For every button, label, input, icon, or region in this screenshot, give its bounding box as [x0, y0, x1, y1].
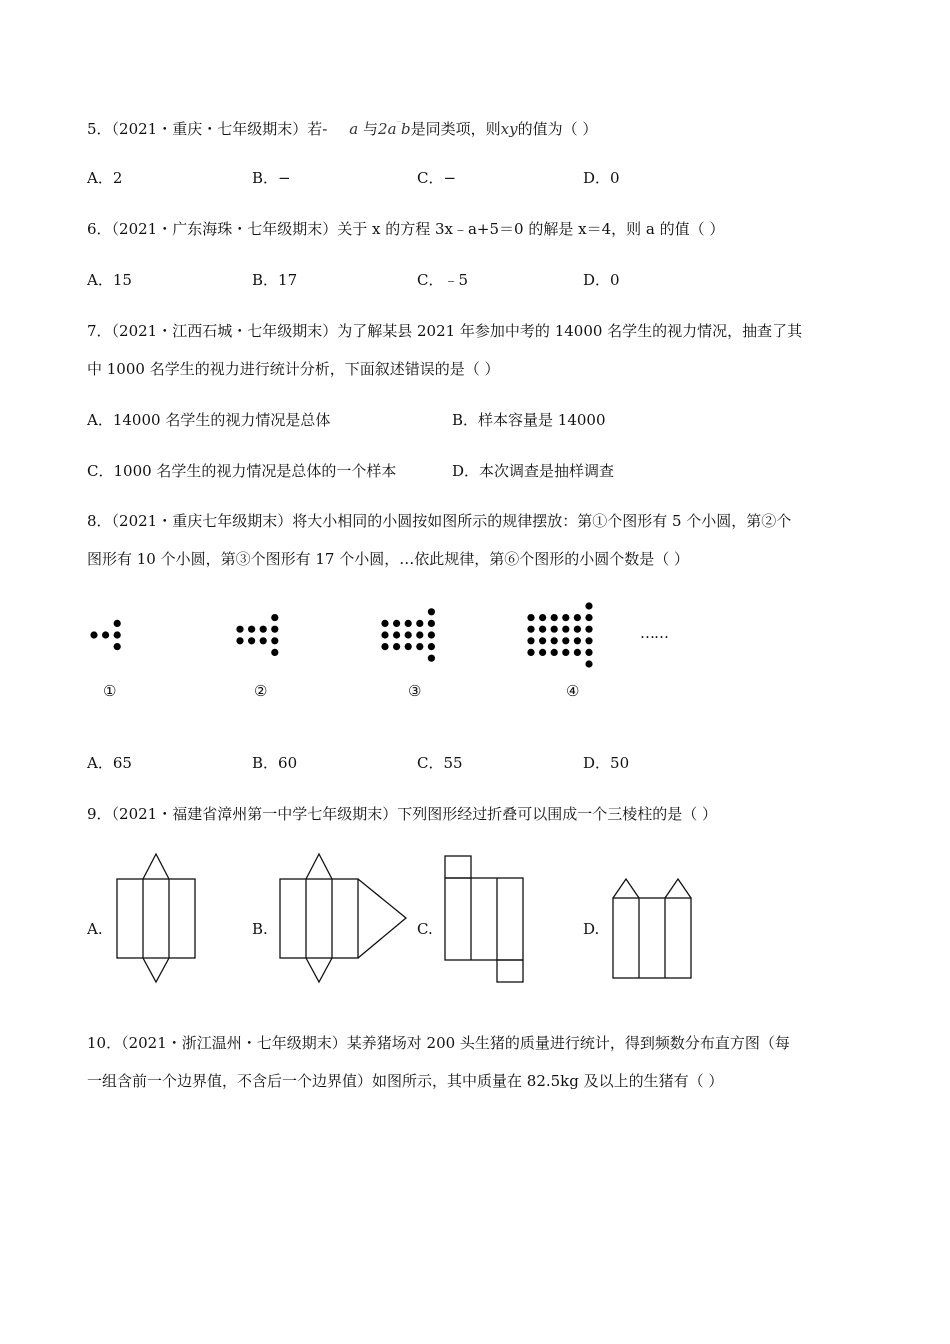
dot: [381, 643, 388, 650]
dot: [416, 643, 423, 650]
figure-label-1: ①: [103, 682, 117, 700]
dot: [428, 655, 435, 662]
q8-option-a: A．65: [87, 754, 132, 772]
dot: [416, 631, 423, 638]
question-10-line-2: 一组含前一个边界值，不含后一个边界值）如图所示，其中质量在 82.5kg 及以上的生猪有（ ）: [87, 1072, 724, 1090]
q6-option-d: D．0: [583, 271, 620, 289]
dot: [114, 643, 121, 650]
dot: [562, 649, 569, 656]
dot: [260, 637, 267, 644]
dot: [271, 626, 278, 633]
dot: [562, 614, 569, 621]
net-c-top-square: [445, 856, 471, 878]
q9-label-b: B.: [252, 920, 268, 938]
q9-label-d: D.: [583, 920, 600, 938]
q7-option-b: B．样本容量是 14000: [452, 411, 606, 429]
dot-figure-4: [527, 602, 592, 667]
dot: [428, 608, 435, 615]
dot: [585, 602, 592, 609]
dot: [393, 643, 400, 650]
net-d-outline: [613, 898, 691, 978]
question-6: 6．（2021・广东海珠・七年级期末）关于 x 的方程 3x﹣a+5＝0 的解是 x＝4，则 a 的值（ ）: [87, 220, 725, 238]
dot: [527, 614, 534, 621]
dot-pattern-figures: [0, 595, 950, 675]
dot: [271, 637, 278, 644]
question-8-line-1: 8．（2021・重庆七年级期末）将大小相同的小圆按如图所示的规律摆放：第①个图形有 5 个小圆，第②个: [87, 512, 792, 530]
dot: [574, 637, 581, 644]
dot: [574, 649, 581, 656]
net-c-outline: [445, 878, 523, 960]
dot: [428, 631, 435, 638]
dot: [381, 620, 388, 627]
dot: [405, 643, 412, 650]
q5-option-d: D．0: [583, 169, 620, 187]
dot: [248, 637, 255, 644]
question-8-line-2: 图形有 10 个小圆，第③个图形有 17 个小圆，…依此规律，第⑥个图形的小圆个数是（ ）: [87, 550, 690, 568]
net-a-top-triangle: [143, 854, 169, 879]
dot: [527, 637, 534, 644]
dot: [114, 620, 121, 627]
question-7-line-1: 7．（2021・江西石城・七年级期末）为了解某县 2021 年参加中考的 14000 名学生的视力情况，抽查了其: [87, 322, 803, 340]
dot: [248, 626, 255, 633]
net-figure-b: [278, 852, 413, 987]
q5-text-d: 的值为（ ）: [517, 120, 598, 138]
net-figure-c: [443, 852, 533, 987]
dot: [539, 649, 546, 656]
figure-label-2: ②: [254, 682, 268, 700]
dot: [585, 626, 592, 633]
dot: [236, 637, 243, 644]
dot: [585, 649, 592, 656]
dot: [585, 637, 592, 644]
q9-label-c: C.: [417, 920, 433, 938]
dot: [393, 631, 400, 638]
q6-option-b: B．17: [252, 271, 298, 289]
q5-math-c: xy: [500, 120, 518, 138]
q8-option-d: D．50: [583, 754, 630, 772]
dot: [539, 614, 546, 621]
dot: [551, 626, 558, 633]
net-a-outline: [117, 879, 195, 958]
q8-option-b: B．60: [252, 754, 298, 772]
question-10-line-1: 10．（2021・浙江温州・七年级期末）某养猪场对 200 头生猪的质量进行统计，得到频数分布直方图（每: [87, 1034, 790, 1052]
dot: [585, 614, 592, 621]
net-c-bottom-square: [497, 960, 523, 982]
dot: [527, 649, 534, 656]
net-b-outline: [280, 879, 358, 958]
dot: [236, 626, 243, 633]
dot: [585, 660, 592, 667]
net-a-bottom-triangle: [143, 958, 169, 982]
dot: [539, 626, 546, 633]
q5-option-b: B．−: [252, 169, 291, 187]
net-b-top-triangle: [306, 854, 332, 879]
figure-label-3: ③: [408, 682, 422, 700]
q6-option-c: C．﹣5: [417, 271, 469, 289]
dot: [393, 620, 400, 627]
dot: [562, 626, 569, 633]
q5-math-a: a: [349, 120, 359, 138]
question-7-line-2: 中 1000 名学生的视力进行统计分析，下面叙述错误的是（ ）: [87, 360, 500, 378]
dot: [562, 637, 569, 644]
q5-math-b: 2a: [378, 120, 397, 138]
dot: [381, 631, 388, 638]
dot: [551, 649, 558, 656]
q5-math-b2: b: [401, 120, 411, 138]
dot-figure-1: [90, 620, 120, 650]
dot: [271, 649, 278, 656]
q6-option-a: A．15: [87, 271, 132, 289]
dot: [260, 626, 267, 633]
figure-label-4: ④: [566, 682, 580, 700]
dot: [574, 626, 581, 633]
q5-text-c: 是同类项，则: [410, 120, 501, 138]
dot: [271, 614, 278, 621]
net-d-right-triangle: [665, 879, 691, 898]
q7-option-c: C．1000 名学生的视力情况是总体的一个样本: [87, 462, 397, 480]
dot: [90, 631, 97, 638]
dot: [428, 643, 435, 650]
dots-ellipsis: ……: [640, 624, 668, 642]
dot: [428, 620, 435, 627]
net-b-side-triangle: [358, 879, 406, 958]
q5-option-a: A．2: [87, 169, 123, 187]
net-d-left-triangle: [613, 879, 639, 898]
dot: [539, 637, 546, 644]
dot: [102, 631, 109, 638]
q5-text-b: 与: [363, 120, 379, 138]
net-b-bottom-triangle: [306, 958, 332, 982]
question-9: 9．（2021・福建省漳州第一中学七年级期末）下列图形经过折叠可以围成一个三棱柱的是（ ）: [87, 805, 717, 823]
dot-figure-2: [236, 614, 278, 656]
net-figure-d: [611, 852, 701, 987]
dot-figure-3: [381, 608, 435, 662]
dot: [405, 631, 412, 638]
q7-option-d: D．本次调查是抽样调查: [452, 462, 615, 480]
q5-text-a: 5．（2021・重庆・七年级期末）若-: [87, 120, 328, 138]
dot: [416, 620, 423, 627]
q7-option-a: A．14000 名学生的视力情况是总体: [87, 411, 331, 429]
dot: [527, 626, 534, 633]
dot: [114, 631, 121, 638]
q8-option-c: C．55: [417, 754, 463, 772]
q5-option-c: C．−: [417, 169, 457, 187]
dot: [551, 614, 558, 621]
dot: [551, 637, 558, 644]
q9-label-a: A.: [87, 920, 103, 938]
dot: [574, 614, 581, 621]
net-figure-a: [115, 852, 205, 987]
dot: [405, 620, 412, 627]
question-5: 5．（2021・重庆・七年级期末）若- a 与2a‾b是同类项，则xy的值为（ ）: [87, 120, 598, 138]
